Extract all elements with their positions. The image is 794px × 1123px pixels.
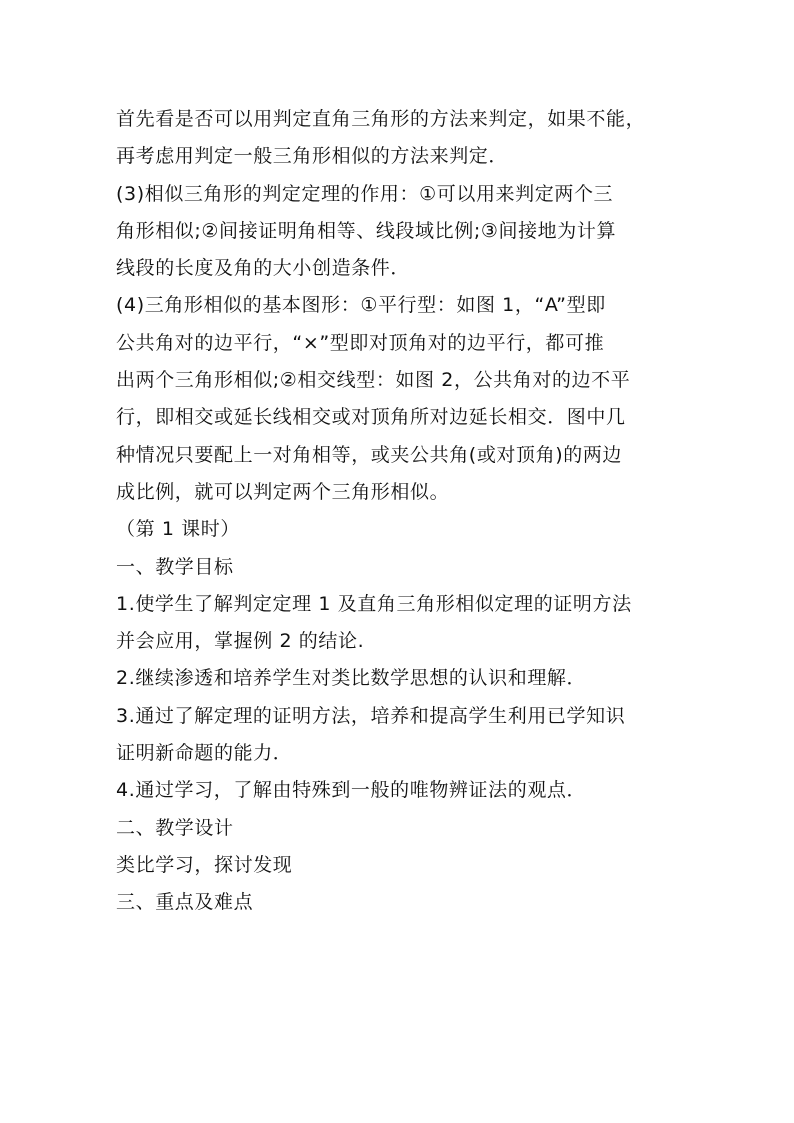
list-item: 3.通过了解定理的证明方法，培养和提高学生利用已学知识 bbox=[116, 704, 626, 727]
text-line: 成比例，就可以判定两个三角形相似。 bbox=[116, 480, 450, 503]
list-item: 4.通过学习，了解由特殊到一般的唯物辨证法的观点． bbox=[116, 779, 587, 802]
section-heading: 一、教学目标 bbox=[116, 555, 234, 578]
text-line: 线段的长度及角的大小创造条件． bbox=[116, 257, 411, 280]
list-item-continuation: 证明新命题的能力． bbox=[116, 742, 293, 765]
text-line: 首先看是否可以用判定直角三角形的方法来判定，如果不能， bbox=[116, 108, 646, 130]
text-line: 种情况只要配上一对角相等，或夹公共角(或对顶角)的两边 bbox=[116, 443, 623, 466]
text-line: 公共角对的边平行，“×”型即对顶角对的边平行，都可推 bbox=[116, 331, 605, 354]
text-line: 再考虑用判定一般三角形相似的方法来判定． bbox=[116, 145, 509, 168]
document-body bbox=[116, 101, 682, 922]
text-line: (3)相似三角形的判定定理的作用：①可以用来判定两个三 bbox=[116, 182, 614, 205]
lesson-label: （第 1 课时） bbox=[116, 518, 240, 541]
section-heading: 三、重点及难点 bbox=[116, 891, 254, 914]
list-item: 2.继续渗透和培养学生对类比数学思想的认识和理解． bbox=[116, 667, 587, 690]
section-heading: 二、教学设计 bbox=[116, 816, 234, 839]
text-line: 出两个三角形相似;②相交线型：如图 2，公共角对的边不平 bbox=[116, 369, 631, 392]
text-line: 类比学习，探讨发现 bbox=[116, 853, 293, 876]
text-line: 行，即相交或延长线相交或对顶角所对边延长相交．图中几 bbox=[116, 406, 626, 429]
text-line: (4)三角形相似的基本图形：①平行型：如图 1，“A”型即 bbox=[116, 294, 606, 317]
list-item-continuation: 并会应用，掌握例 2 的结论. bbox=[116, 630, 365, 653]
text-line: 角形相似;②间接证明角相等、线段域比例;③间接地为计算 bbox=[116, 219, 617, 242]
list-item: 1.使学生了解判定定理 1 及直角三角形相似定理的证明方法 bbox=[116, 592, 632, 615]
